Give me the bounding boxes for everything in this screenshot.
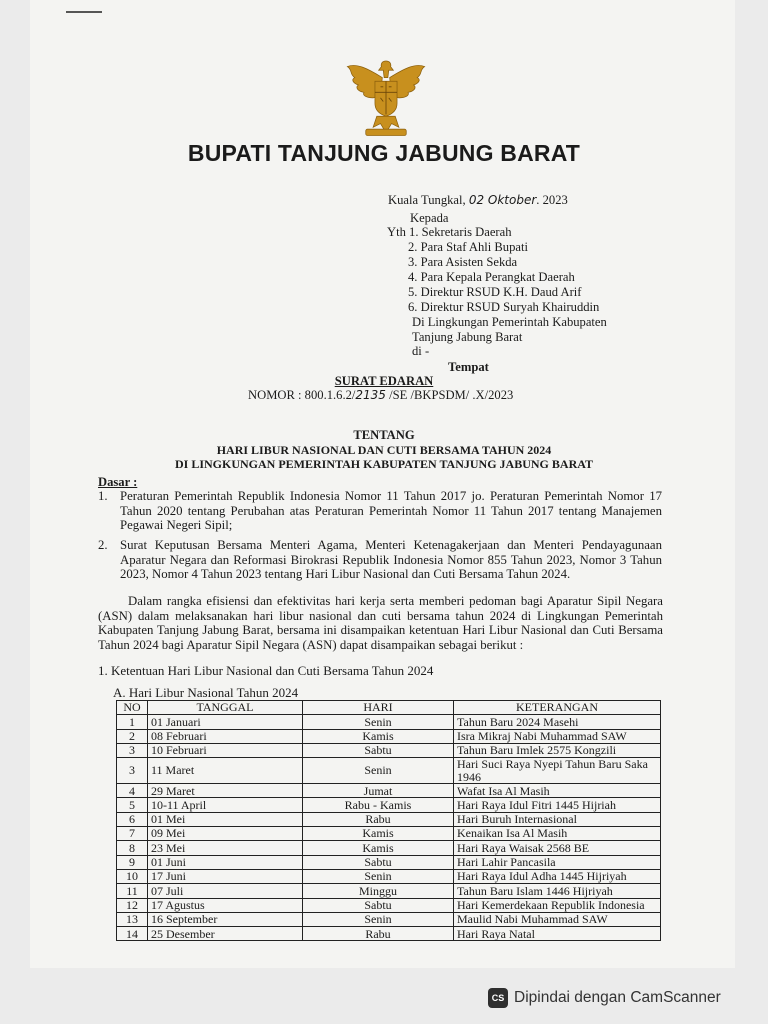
table-row — [117, 758, 661, 784]
recipient-6: 6. Direktur RSUD Suryah Khairuddin — [408, 300, 600, 314]
recipient-5: 5. Direktur RSUD K.H. Daud Arif — [408, 285, 582, 299]
cell-tanggal: 17 Agustus — [148, 898, 303, 912]
recipient-2: 2. Para Staf Ahli Bupati — [408, 240, 528, 254]
table-row — [117, 729, 661, 743]
cell-tanggal: 16 September — [148, 912, 303, 926]
cell-tanggal: 10-11 April — [148, 798, 303, 812]
body-paragraph: Dalam rangka efisiensi dan efektivitas hari kerja serta memberi pedoman bagi Aparatur Sipil Negara (ASN) dalam melaksanakan hari libur nasional dan cuti bersama tahun 2024 di Lingkungan Pemerintah Kabupaten Tanjung Jabung Barat, bersama ini disampaikan ketentuan Hari Libur Nasional dan Cuti Bersama Tahun 2024 bagi Aparatur Sipil Negara (ASN) dapat disampaikan sebagai berikut : — [98, 594, 663, 653]
cell-keterangan: Tahun Baru 2024 Masehi — [454, 715, 661, 729]
cell-keterangan: Hari Lahir Pancasila — [454, 855, 661, 869]
dasar-label: Dasar : — [98, 475, 138, 489]
cell-hari: Minggu — [303, 884, 454, 898]
cell-hari: Senin — [303, 869, 454, 883]
cell-no: 10 — [117, 869, 148, 883]
cell-no: 9 — [117, 855, 148, 869]
tempat-label: Tempat — [448, 360, 489, 374]
recipient-region: Tanjung Jabung Barat — [412, 330, 523, 344]
table-row — [117, 798, 661, 812]
table-row — [117, 927, 661, 941]
cell-hari: Senin — [303, 758, 454, 784]
cell-keterangan: Hari Kemerdekaan Republik Indonesia — [454, 898, 661, 912]
dasar-item-1-num: 1. — [98, 489, 108, 503]
cell-tanggal: 01 Januari — [148, 715, 303, 729]
table-row — [117, 743, 661, 757]
cell-no: 3 — [117, 758, 148, 784]
cell-no: 14 — [117, 927, 148, 941]
nomor-line — [248, 388, 513, 403]
surat-edaran-heading: SURAT EDARAN — [334, 374, 434, 388]
cell-no: 7 — [117, 827, 148, 841]
tentang-line-1: HARI LIBUR NASIONAL DAN CUTI BERSAMA TAHUN 2024 — [216, 443, 552, 457]
cell-hari: Sabtu — [303, 855, 454, 869]
cell-tanggal: 01 Mei — [148, 812, 303, 826]
cell-hari: Rabu — [303, 927, 454, 941]
header-hari: HARI — [303, 701, 454, 715]
place-date — [388, 193, 568, 208]
cell-keterangan: Tahun Baru Islam 1446 Hijriyah — [454, 884, 661, 898]
garuda-emblem-icon — [340, 50, 432, 142]
scan-mark — [66, 11, 102, 13]
cell-keterangan: Hari Buruh Internasional — [454, 812, 661, 826]
cell-keterangan: Hari Raya Idul Fitri 1445 Hijriah — [454, 798, 661, 812]
nomor-prefix: NOMOR : 800.1.6.2/ — [248, 388, 356, 402]
holiday-table — [116, 700, 661, 941]
kepada-label: Kepada — [410, 211, 449, 225]
cell-tanggal: 23 Mei — [148, 841, 303, 855]
cell-tanggal: 07 Juli — [148, 884, 303, 898]
cell-keterangan: Tahun Baru Imlek 2575 Kongzili — [454, 743, 661, 757]
camscanner-logo-icon: CS — [488, 988, 508, 1008]
cell-no: 5 — [117, 798, 148, 812]
cell-no: 4 — [117, 784, 148, 798]
cell-hari: Senin — [303, 715, 454, 729]
cell-tanggal: 25 Desember — [148, 927, 303, 941]
nomor-handwritten: 2135 — [355, 388, 386, 402]
table-row — [117, 827, 661, 841]
table-row — [117, 912, 661, 926]
section-1-heading: 1. Ketentuan Hari Libur Nasional dan Cuti Bersama Tahun 2024 — [98, 663, 434, 678]
table-row — [117, 812, 661, 826]
table-row — [117, 784, 661, 798]
cell-keterangan: Kenaikan Isa Al Masih — [454, 827, 661, 841]
header-tanggal: TANGGAL — [148, 701, 303, 715]
dasar-item-2-num: 2. — [98, 538, 108, 552]
recipient-4: 4. Para Kepala Perangkat Daerah — [408, 270, 575, 284]
camscanner-label: Dipindai dengan CamScanner — [514, 989, 721, 1006]
cell-hari: Sabtu — [303, 743, 454, 757]
cell-hari: Kamis — [303, 841, 454, 855]
cell-no: 1 — [117, 715, 148, 729]
table-row — [117, 884, 661, 898]
header-keterangan: KETERANGAN — [454, 701, 661, 715]
cell-no: 13 — [117, 912, 148, 926]
cell-no: 3 — [117, 743, 148, 757]
recipient-di: di - — [412, 344, 430, 358]
cell-tanggal: 17 Juni — [148, 869, 303, 883]
cell-hari: Sabtu — [303, 898, 454, 912]
cell-no: 11 — [117, 884, 148, 898]
cell-hari: Rabu - Kamis — [303, 798, 454, 812]
cell-tanggal: 08 Februari — [148, 729, 303, 743]
cell-tanggal: 09 Mei — [148, 827, 303, 841]
cell-tanggal: 29 Maret — [148, 784, 303, 798]
table-row — [117, 869, 661, 883]
table-row — [117, 855, 661, 869]
cell-keterangan: Maulid Nabi Muhammad SAW — [454, 912, 661, 926]
cell-keterangan: Hari Raya Natal — [454, 927, 661, 941]
tentang-label: TENTANG — [353, 428, 415, 442]
cell-keterangan: Wafat Isa Al Masih — [454, 784, 661, 798]
date-suffix: . 2023 — [536, 193, 568, 207]
cell-hari: Senin — [303, 912, 454, 926]
cell-keterangan: Hari Suci Raya Nyepi Tahun Baru Saka 1946 — [454, 758, 661, 784]
document-title: BUPATI TANJUNG JABUNG BARAT — [187, 140, 581, 166]
cell-no: 8 — [117, 841, 148, 855]
handwritten-date: 02 Oktober — [468, 193, 537, 207]
recipient-1: Yth 1. Sekretaris Daerah — [387, 225, 512, 239]
cell-no: 2 — [117, 729, 148, 743]
table-row — [117, 898, 661, 912]
table-header-row — [117, 701, 661, 715]
table-caption: A. Hari Libur Nasional Tahun 2024 — [113, 685, 299, 700]
dasar-item-1-text: Peraturan Pemerintah Republik Indonesia Nomor 11 Tahun 2017 jo. Peraturan Pemerintah Nomor 17 Tahun 2020 tentang Perubahan atas Peraturan Pemerintah Nomor 11 Tahun 2017 tentang Manajemen Pegawai Negeri Sipil; — [120, 489, 662, 533]
cell-keterangan: Hari Raya Idul Adha 1445 Hijriyah — [454, 869, 661, 883]
header-no: NO — [117, 701, 148, 715]
cell-tanggal: 10 Februari — [148, 743, 303, 757]
recipient-scope: Di Lingkungan Pemerintah Kabupaten — [412, 315, 607, 329]
cell-hari: Jumat — [303, 784, 454, 798]
nomor-suffix: /SE /BKPSDM/ .X/2023 — [385, 388, 514, 402]
table-row — [117, 841, 661, 855]
cell-no: 12 — [117, 898, 148, 912]
cell-keterangan: Isra Mikraj Nabi Muhammad SAW — [454, 729, 661, 743]
table-row — [117, 715, 661, 729]
place-date-prefix: Kuala Tungkal, — [388, 193, 466, 207]
cell-tanggal: 01 Juni — [148, 855, 303, 869]
camscanner-watermark — [488, 988, 721, 1008]
cell-tanggal: 11 Maret — [148, 758, 303, 784]
cell-hari: Kamis — [303, 827, 454, 841]
cell-keterangan: Hari Raya Waisak 2568 BE — [454, 841, 661, 855]
recipient-3: 3. Para Asisten Sekda — [408, 255, 518, 269]
cell-hari: Rabu — [303, 812, 454, 826]
tentang-line-2: DI LINGKUNGAN PEMERINTAH KABUPATEN TANJUNG JABUNG BARAT — [174, 457, 594, 471]
cell-hari: Kamis — [303, 729, 454, 743]
dasar-item-2-text: Surat Keputusan Bersama Menteri Agama, Menteri Ketenagakerjaan dan Menteri Pendayagunaan Aparatur Negara dan Reformasi Birokrasi Republik Indonesia Nomor 855 Tahun 2023, Nomor 3 Tahun 2023, Nomor 4 Tahun 2023 tentang Hari Libur Nasional dan Cuti Bersama Tahun 2024. — [120, 538, 662, 582]
cell-no: 6 — [117, 812, 148, 826]
